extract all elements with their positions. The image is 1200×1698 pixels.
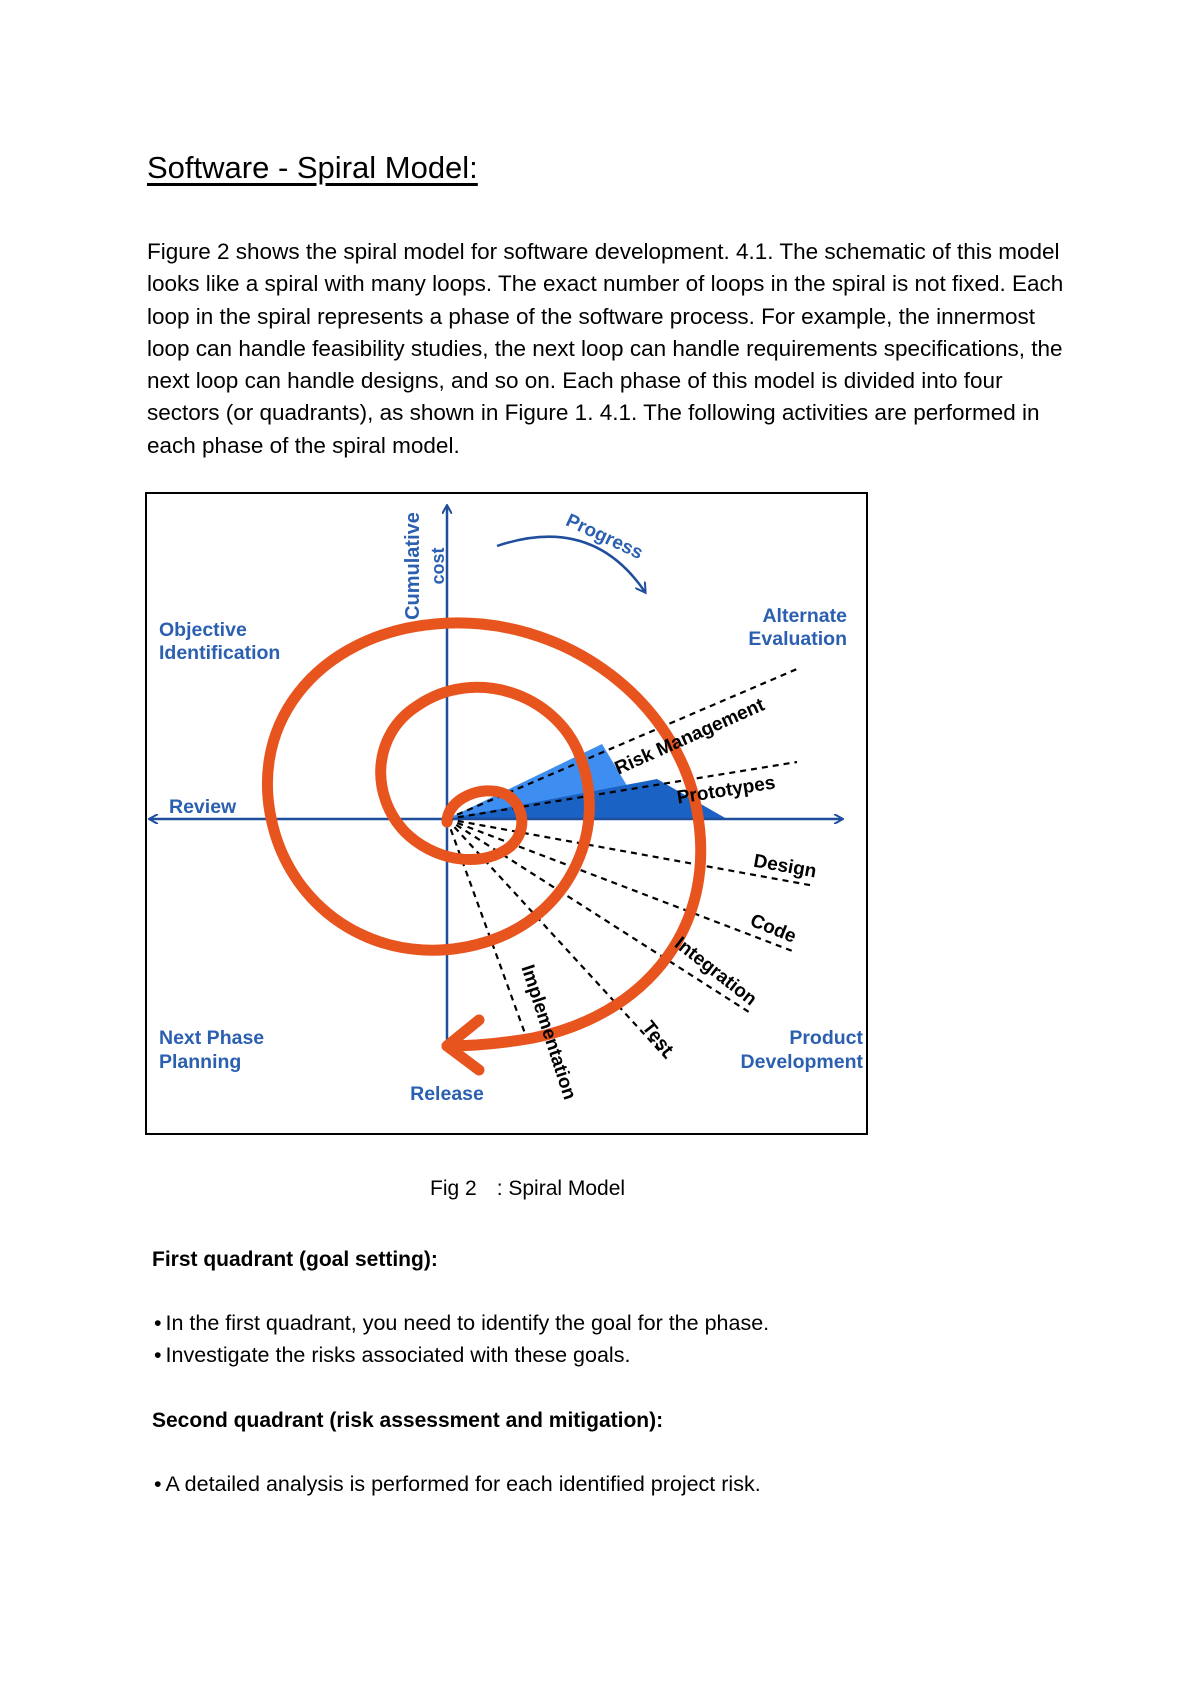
release-label: Release [410,1083,484,1105]
list-item: • In the first quadrant, you need to identify the goal for the phase. [154,1311,770,1335]
page-title: Software - Spiral Model: [147,150,478,185]
alternate-label-2: Evaluation [748,628,847,650]
design-label: Design [751,850,818,883]
spiral-curve [267,623,700,1046]
cumulative-label: Cumulative [402,512,424,620]
figure-caption-text: : Spiral Model [496,1177,626,1200]
implementation-label: Implementation [516,962,580,1103]
spiral-model-figure [145,492,868,1135]
next-phase-label-2: Planning [159,1051,242,1073]
objective-label-2: Identification [159,642,281,664]
product-label-1: Product [789,1027,863,1049]
risk-management-label: Risk Management [611,694,768,780]
integration-label: Integration [670,933,761,1011]
test-label: Test [637,1017,678,1060]
second-quadrant-heading: Second quadrant (risk assessment and mitigation): [152,1409,664,1432]
spiral-diagram [147,494,866,1133]
code-label: Code [747,910,800,948]
prototypes-label: Prototypes [675,772,777,809]
progress-label: Progress [562,510,647,564]
intro-paragraph: Figure 2 shows the spiral model for software development. 4.1. The schematic of this model looks like a spiral with many loops. The exact number of loops in the spiral is not fixed. Each loop in the spiral represents a phase of the software process. For example, the innermost loop can handle feasibility studies, the next loop can handle requirements specifications, the next loop can handle designs, and so on. Each phase of this model is divided into four sectors (or quadrants), as shown in Figure 1. 4.1. The following activities are performed in each phase of the spiral model. [147,239,1064,458]
cost-label: cost [428,547,448,585]
next-phase-label-1: Next Phase [159,1027,265,1049]
review-label: Review [169,796,237,818]
first-quadrant-heading: First quadrant (goal setting): [152,1248,438,1271]
alternate-label-1: Alternate [762,605,847,627]
list-item: • A detailed analysis is performed for each identified project risk. [154,1472,761,1496]
product-label-2: Development [740,1051,863,1073]
figure-caption-number: Fig 2 [430,1177,477,1200]
list-item: • Investigate the risks associated with these goals. [154,1343,631,1367]
objective-label-1: Objective [159,619,247,641]
figure-caption [430,1177,625,1201]
